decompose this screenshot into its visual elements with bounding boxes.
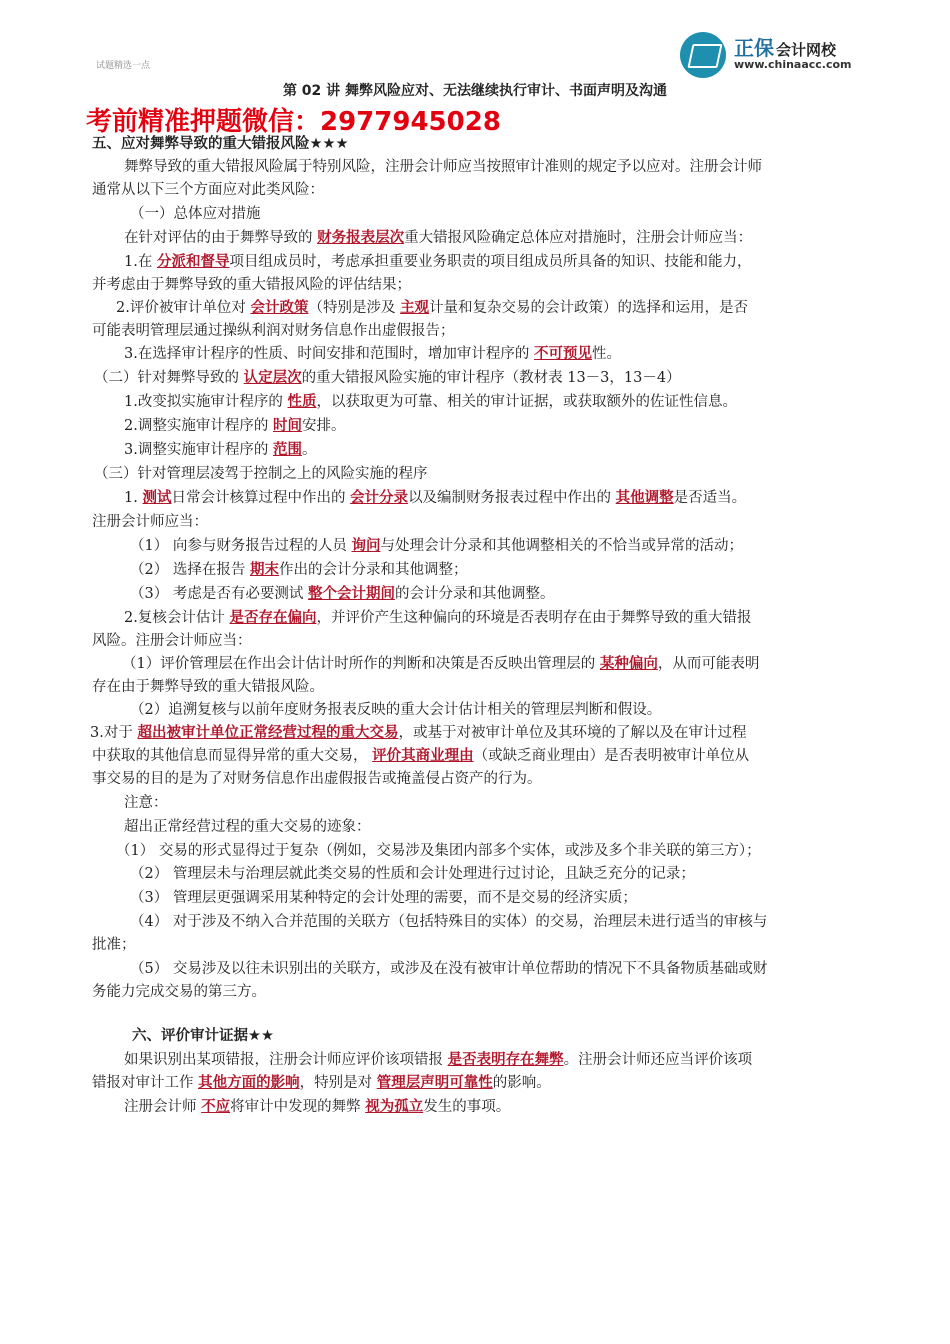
text-line	[92, 1073, 551, 1093]
text-run: （2） 管理层未与治理层就此类交易的性质和会计处理进行过讨论，且缺乏充分的记录；	[130, 866, 695, 882]
text-line	[130, 584, 554, 604]
text-line	[124, 1097, 510, 1117]
text-run: （或缺乏商业理由）是否表明被审计单位从	[473, 748, 750, 764]
text-run: 与处理会计分录和其他调整相关的不恰当或异常的活动；	[380, 538, 743, 554]
text-run: 计量和复杂交易的会计政策）的选择和运用，是否	[429, 300, 749, 316]
keyword-highlight: 超出被审计单位正常经营过程的重大交易	[137, 725, 399, 741]
text-run: 六、评价审计证据★★	[132, 1028, 274, 1044]
text-line	[124, 440, 316, 460]
text-run: （4） 对于涉及不纳入合并范围的关联方（包括特殊目的实体）的交易，治理层未进行适当的审核与	[130, 914, 768, 930]
keyword-highlight: 评价其商业理由	[372, 748, 474, 764]
keyword-highlight: 分派和督导	[156, 254, 230, 270]
text-run: 3.对于	[90, 725, 138, 741]
text-run: 的会计分录和其他调整。	[394, 586, 555, 602]
keyword-highlight: 财务报表层次	[317, 230, 405, 246]
text-run: 注册会计师	[124, 1099, 202, 1115]
keyword-highlight: 时间	[272, 418, 302, 434]
text-line	[130, 959, 767, 979]
text-run: （2）追溯复核与以前年度财务报表反映的重大会计估计相关的管理层判断和假设。	[130, 702, 662, 718]
text-run: ，特别是对	[299, 1075, 377, 1091]
text-run: 五、应对舞弊导致的重大错报风险★★★	[92, 136, 349, 152]
text-line	[92, 677, 324, 697]
text-run: 存在由于舞弊导致的重大错报风险。	[92, 679, 324, 695]
keyword-highlight: 询问	[351, 538, 381, 554]
text-run: 2.调整实施审计程序的	[124, 418, 273, 434]
text-line	[130, 700, 661, 720]
text-run: （5） 交易涉及以往未识别出的关联方，或涉及在没有被审计单位帮助的情况下不具备物质基础或财	[130, 961, 768, 977]
text-line	[124, 817, 371, 837]
keyword-highlight: 主观	[400, 300, 430, 316]
text-run: 性。	[591, 346, 621, 362]
top-mark: 试题精选一点	[96, 61, 151, 71]
text-line	[92, 935, 136, 955]
text-run: 2.复核会计估计	[124, 610, 230, 626]
text-run: 超出正常经营过程的重大交易的迹象：	[124, 819, 371, 835]
text-run: 注册会计师应当：	[92, 514, 208, 530]
text-run: 注意：	[124, 795, 168, 811]
section-heading	[132, 1026, 274, 1046]
text-run: 务能力完成交易的第三方。	[92, 984, 266, 1000]
text-line	[124, 1050, 752, 1070]
text-line	[92, 180, 324, 200]
text-run: 舞弊导致的重大错报风险属于特别风险，注册会计师应当按照审计准则的规定予以应对。注册会计师	[124, 159, 762, 175]
text-run: 安排。	[301, 418, 346, 434]
text-run: 1.在	[124, 254, 157, 270]
text-run: 日常会计核算过程中作出的	[171, 490, 351, 506]
brand-name: 正保 会计网校	[734, 36, 837, 60]
text-line	[124, 392, 737, 412]
promo-banner: 考前精准押题微信：2977945028	[86, 107, 501, 137]
text-run: 在针对评估的由于舞弊导致的	[124, 230, 318, 246]
keyword-highlight: 不可预见	[533, 346, 592, 362]
text-line	[90, 723, 746, 743]
text-line	[94, 464, 428, 484]
text-line	[92, 275, 411, 295]
logo-book-icon	[680, 32, 726, 78]
text-run: 1.改变拟实施审计程序的	[124, 394, 288, 410]
text-run: 如果识别出某项错报，注册会计师应评价该项错报	[124, 1052, 448, 1068]
text-run: ，或基于对被审计单位及其环境的了解以及在审计过程	[398, 725, 747, 741]
page-title: 第 02 讲 舞弊风险应对、无法继续执行审计、书面声明及沟通	[282, 83, 668, 99]
text-run: （一）总体应对措施	[130, 206, 261, 222]
keyword-highlight: 范围	[272, 442, 302, 458]
text-run: （3） 考虑是否有必要测试	[130, 586, 308, 602]
keyword-highlight: 视为孤立	[365, 1099, 424, 1115]
keyword-highlight: 性质	[287, 394, 317, 410]
text-line	[124, 793, 168, 813]
text-line	[92, 746, 749, 766]
text-line	[124, 608, 751, 628]
text-line	[124, 344, 621, 364]
text-run: （3） 管理层更强调采用某种特定的会计处理的需要，而不是交易的经济实质；	[130, 890, 637, 906]
keyword-highlight: 不应	[201, 1099, 231, 1115]
text-run: 可能表明管理层通过操纵利润对财务信息作出虚假报告；	[92, 323, 455, 339]
text-run: ，以获取更为可靠、相关的审计证据，或获取额外的佐证性信息。	[316, 394, 737, 410]
text-run: 的影响。	[492, 1075, 551, 1091]
text-line	[130, 864, 695, 884]
text-line	[124, 252, 751, 272]
section-heading	[92, 134, 349, 154]
text-run: 批准；	[92, 937, 136, 953]
text-line	[116, 841, 761, 861]
text-line	[130, 204, 261, 224]
text-run: ，并评价产生这种偏向的环境是否表明存在由于舞弊导致的重大错报	[316, 610, 752, 626]
text-line	[130, 888, 637, 908]
text-line	[92, 769, 542, 789]
text-line	[94, 368, 681, 388]
text-line	[124, 416, 345, 436]
text-run: 发生的事项。	[423, 1099, 511, 1115]
text-line	[92, 512, 208, 532]
keyword-highlight: 期末	[249, 562, 279, 578]
text-line	[116, 298, 748, 318]
text-run: 作出的会计分录和其他调整；	[278, 562, 468, 578]
keyword-highlight: 某种偏向	[599, 656, 658, 672]
keyword-highlight: 其他调整	[615, 490, 674, 506]
text-line	[124, 157, 762, 177]
text-run: 将审计中发现的舞弊	[230, 1099, 366, 1115]
text-run: 事交易的目的是为了对财务信息作出虚假报告或掩盖侵占资产的行为。	[92, 771, 542, 787]
keyword-highlight: 是否存在偏向	[229, 610, 317, 626]
text-run: 重大错报风险确定总体应对措施时，注册会计师应当：	[404, 230, 753, 246]
text-run: 项目组成员时，考虑承担重要业务职责的项目组成员所具备的知识、技能和能力，	[229, 254, 752, 270]
brand-logo[interactable]	[680, 30, 880, 80]
text-line	[124, 228, 752, 248]
text-line	[92, 321, 455, 341]
text-line	[92, 982, 266, 1002]
keyword-highlight: 是否表明存在舞弊	[447, 1052, 564, 1068]
text-run: ，从而可能表明	[657, 656, 760, 672]
text-run: 1.	[124, 490, 143, 506]
text-run: 。注册会计师还应当评价该项	[563, 1052, 753, 1068]
text-run: 并考虑由于舞弊导致的重大错报风险的评估结果；	[92, 277, 411, 293]
text-run: 中获取的其他信息而显得异常的重大交易，	[92, 748, 373, 764]
text-run: （1）评价管理层在作出会计估计时所作的判断和决策是否反映出管理层的	[122, 656, 600, 672]
text-run: 错报对审计工作	[92, 1075, 199, 1091]
text-run: 是否适当。	[673, 490, 747, 506]
keyword-highlight: 管理层声明可靠性	[376, 1075, 493, 1091]
text-run: 2.评价被审计单位对	[116, 300, 251, 316]
text-run: 风险。注册会计师应当：	[92, 633, 252, 649]
keyword-highlight: 会计分录	[350, 490, 409, 506]
text-run: 通常从以下三个方面应对此类风险：	[92, 182, 324, 198]
text-run: （1） 向参与财务报告过程的人员	[130, 538, 352, 554]
text-run: 以及编制财务报表过程中作出的	[408, 490, 616, 506]
keyword-highlight: 会计政策	[250, 300, 309, 316]
keyword-highlight: 整个会计期间	[307, 586, 395, 602]
text-run: 的重大错报风险实施的审计程序（教材表 13－3，13－4）	[301, 370, 681, 386]
text-run: （2） 选择在报告	[130, 562, 250, 578]
text-line	[122, 654, 759, 674]
text-run: （二）针对舞弊导致的	[94, 370, 244, 386]
text-run: （1） 交易的形式显得过于复杂（例如，交易涉及集团内部多个实体，或涉及多个非关联的第三方）；	[116, 843, 761, 859]
text-run: （三）针对管理层凌驾于控制之上的风险实施的程序	[94, 466, 428, 482]
text-line	[130, 536, 743, 556]
text-line	[124, 488, 746, 508]
keyword-highlight: 测试	[142, 490, 172, 506]
brand-url: www.chinaacc.com	[734, 58, 852, 71]
text-line	[130, 912, 767, 932]
text-line	[130, 560, 467, 580]
text-run: 3.在选择审计程序的性质、时间安排和范围时，增加审计程序的	[124, 346, 534, 362]
text-run: （特别是涉及	[308, 300, 401, 316]
keyword-highlight: 认定层次	[243, 370, 302, 386]
text-run: 3.调整实施审计程序的	[124, 442, 273, 458]
text-run: 。	[301, 442, 317, 458]
keyword-highlight: 其他方面的影响	[198, 1075, 300, 1091]
text-line	[92, 631, 252, 651]
